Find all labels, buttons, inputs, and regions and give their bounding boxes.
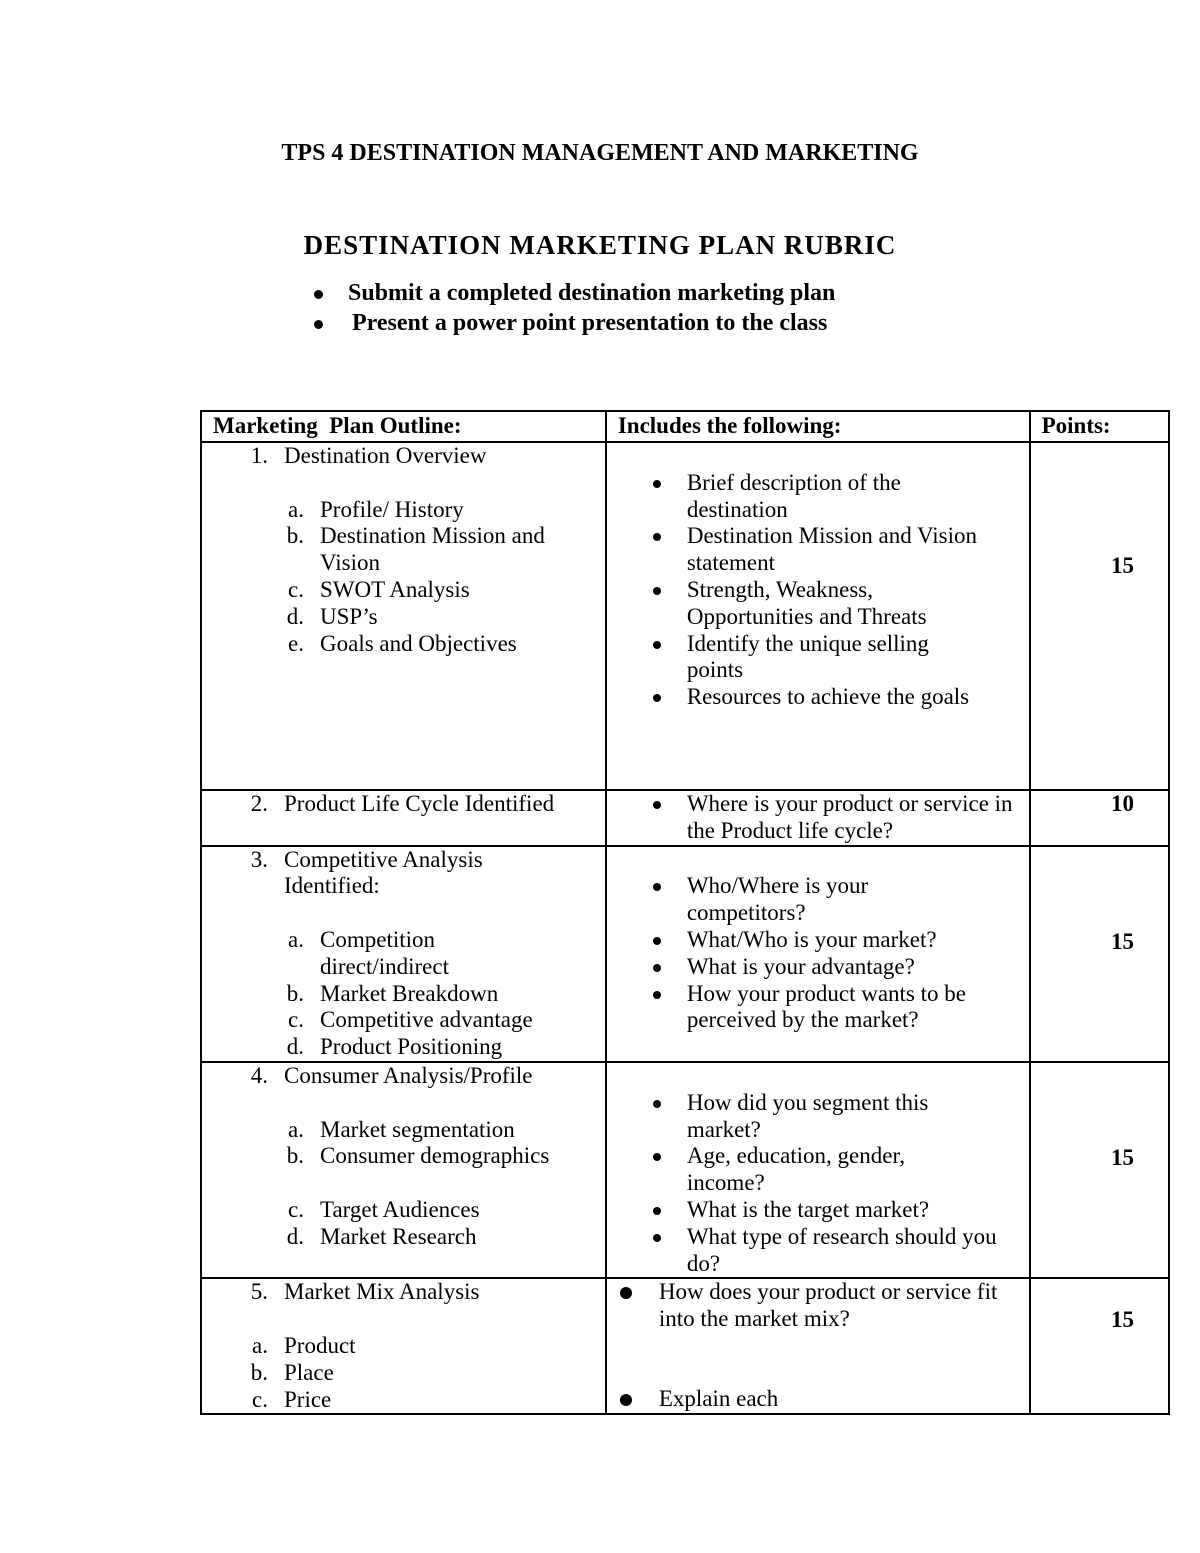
sub-item: Consumer demographics — [320, 1143, 550, 1169]
include-item: How does your product or service fit into the market mix? — [607, 1279, 1029, 1333]
sub-item: Competitive advantage — [320, 1007, 533, 1033]
sub-item: Goals and Objectives — [320, 630, 517, 656]
sub-letter: e. — [288, 630, 304, 656]
sub-item: Place — [284, 1359, 334, 1385]
requirement-item: Present a power point presentation to the class — [312, 308, 835, 338]
item-number: 2. — [250, 791, 268, 816]
table-row — [201, 790, 1169, 846]
header-points: Points: — [1030, 411, 1169, 442]
table-row — [201, 1278, 1169, 1414]
includes-cell — [606, 1278, 1030, 1414]
sub-letter: c. — [288, 576, 304, 602]
item-title: Destination Overview — [284, 443, 487, 468]
include-item: What type of research should you do? — [607, 1224, 1029, 1278]
includes-cell — [606, 790, 1030, 846]
points-cell — [1030, 790, 1169, 846]
includes-cell — [606, 846, 1030, 1062]
sub-letter: d. — [286, 1223, 304, 1249]
requirements-list — [312, 278, 835, 338]
item-number: 5. — [250, 1279, 268, 1305]
points-cell — [1030, 1278, 1169, 1414]
sub-item: Market Breakdown — [320, 980, 499, 1006]
include-item: Age, education, gender, income? — [607, 1143, 1029, 1197]
sub-item: Competition direct/indirect — [320, 926, 449, 979]
sub-letter: c. — [288, 1007, 304, 1033]
sub-item: Target Audiences — [320, 1196, 480, 1222]
sub-letter: b. — [250, 1359, 268, 1385]
points-value: 15 — [1111, 928, 1134, 954]
table-row — [201, 846, 1169, 1062]
sub-item: Product — [284, 1332, 356, 1358]
sub-letter: b. — [286, 1143, 304, 1169]
include-item: Strength, Weakness, Opportunities and Threats — [607, 577, 1029, 631]
header-outline: Marketing Plan Outline: — [201, 411, 606, 442]
rubric-title: DESTINATION MARKETING PLAN RUBRIC — [303, 230, 897, 260]
item-title: Consumer Analysis/Profile — [284, 1062, 533, 1088]
table-row — [201, 1062, 1169, 1278]
points-value: 10 — [1111, 791, 1134, 816]
outline-cell — [201, 790, 606, 846]
item-number: 4. — [250, 1062, 268, 1088]
sub-item: USP’s — [320, 603, 378, 629]
sub-letter: a. — [288, 1116, 304, 1142]
course-title: TPS 4 DESTINATION MANAGEMENT AND MARKETING — [281, 140, 919, 166]
sub-item: Destination Mission and Vision — [320, 523, 545, 576]
sub-letter: b. — [286, 980, 304, 1006]
points-cell — [1030, 442, 1169, 790]
item-number: 1. — [250, 443, 268, 468]
include-item: How your product wants to be perceived by the market? — [607, 981, 1029, 1035]
include-item: Where is your product or service in the Product life cycle? — [607, 791, 1029, 845]
points-value: 15 — [1111, 1144, 1134, 1170]
header-includes: Includes the following: — [606, 411, 1030, 442]
item-title: Product Life Cycle Identified — [284, 791, 555, 816]
sub-item: Price — [284, 1386, 332, 1412]
include-item: What/Who is your market? — [607, 927, 1029, 954]
include-item: Destination Mission and Vision statement — [607, 523, 1029, 577]
points-value: 15 — [1111, 1307, 1134, 1333]
rubric-table — [200, 410, 1170, 1415]
sub-letter: d. — [286, 603, 304, 629]
sub-item: Market Research — [320, 1223, 477, 1249]
points-cell — [1030, 846, 1169, 1062]
outline-cell — [201, 1062, 606, 1278]
sub-item: SWOT Analysis — [320, 576, 470, 602]
sub-letter: c. — [252, 1386, 268, 1412]
sub-item: Product Positioning — [320, 1034, 503, 1060]
sub-item: Profile/ History — [320, 496, 464, 522]
sub-letter: d. — [286, 1034, 304, 1060]
includes-cell — [606, 1062, 1030, 1278]
requirement-item: Submit a completed destination marketing plan — [312, 278, 835, 308]
include-item: How did you segment this market? — [607, 1090, 1029, 1144]
include-item: What is your advantage? — [607, 954, 1029, 981]
item-title: Competitive Analysis Identified: — [284, 846, 483, 899]
include-item: Brief description of the destination — [607, 470, 1029, 524]
item-number: 3. — [250, 846, 268, 872]
outline-cell — [201, 846, 606, 1062]
sub-letter: a. — [252, 1332, 268, 1358]
points-cell — [1030, 1062, 1169, 1278]
outline-cell — [201, 442, 606, 790]
sub-item: Market segmentation — [320, 1116, 515, 1142]
item-title: Market Mix Analysis — [284, 1279, 480, 1305]
sub-letter: c. — [288, 1196, 304, 1222]
include-item: Who/Where is your competitors? — [607, 873, 1029, 927]
include-item: What is the target market? — [607, 1197, 1029, 1224]
include-item: Explain each — [607, 1386, 1029, 1413]
outline-cell — [201, 1278, 606, 1414]
points-value: 15 — [1111, 553, 1134, 578]
includes-cell — [606, 442, 1030, 790]
table-header-row — [201, 411, 1169, 442]
table-row — [201, 442, 1169, 790]
sub-letter: a. — [288, 496, 304, 522]
sub-letter: b. — [286, 523, 304, 549]
include-item: Identify the unique selling points — [607, 631, 1029, 685]
include-item: Resources to achieve the goals — [607, 684, 1029, 711]
sub-letter: a. — [288, 926, 304, 952]
